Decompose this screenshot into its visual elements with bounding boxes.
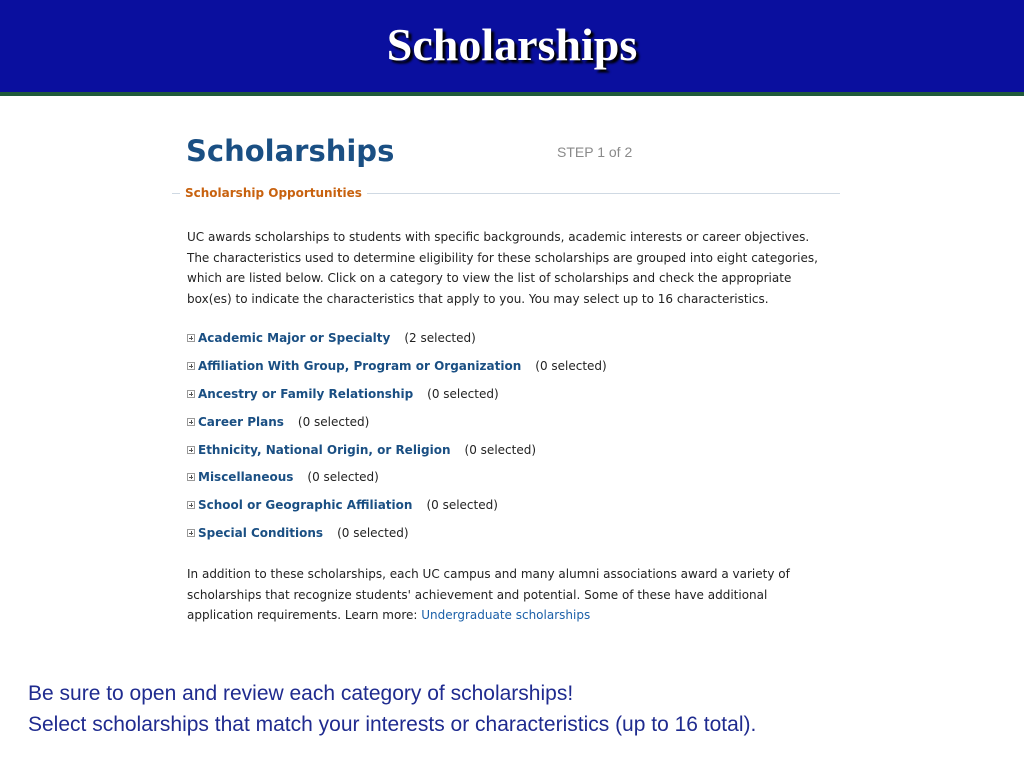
undergraduate-scholarships-link[interactable]: Undergraduate scholarships [421,608,591,623]
expand-plus-icon[interactable] [187,362,195,370]
intro-paragraph [187,227,837,310]
category-link[interactable]: Ancestry or Family Relationship [198,386,414,401]
expand-plus-icon[interactable] [187,446,195,454]
category-item-affiliation[interactable] [187,352,607,380]
intro-line: The characteristics used to determine eligibility for these scholarships are grouped into eight categories, [187,250,818,265]
page-heading: Scholarships [186,134,395,168]
expand-plus-icon[interactable] [187,501,195,509]
info-line: scholarships that recognize students' achievement and potential. Some of these have additional [187,587,768,602]
learn-more-text: application requirements. Learn more: [187,608,422,623]
additional-info-paragraph [187,564,837,626]
category-item-school-geographic[interactable] [187,491,607,519]
category-item-ancestry[interactable] [187,380,607,408]
category-link[interactable]: Special Conditions [198,526,324,541]
category-list [187,324,607,547]
category-link[interactable]: Miscellaneous [198,470,294,485]
category-item-career-plans[interactable] [187,408,607,436]
category-selected-count: (0 selected) [426,498,498,513]
slide-title: Scholarships [386,19,638,70]
expand-plus-icon[interactable] [187,473,195,481]
category-item-ethnicity[interactable] [187,436,607,464]
category-selected-count: (2 selected) [404,330,476,345]
expand-plus-icon[interactable] [187,529,195,537]
category-link[interactable]: School or Geographic Affiliation [198,498,413,513]
category-link[interactable]: Ethnicity, National Origin, or Religion [198,442,451,457]
category-link[interactable]: Academic Major or Specialty [198,330,391,345]
step-indicator: STEP 1 of 2 [557,144,633,160]
expand-plus-icon[interactable] [187,390,195,398]
expand-plus-icon[interactable] [187,418,195,426]
category-selected-count: (0 selected) [307,470,379,485]
info-line-last [187,605,837,626]
scholarships-page-screenshot [172,120,842,640]
intro-line: which are listed below. Click on a category to view the list of scholarships and check the appropriate [187,271,792,286]
category-item-academic-major[interactable] [187,324,607,352]
category-selected-count: (0 selected) [427,386,499,401]
slide-caption [28,678,756,740]
section-label: Scholarship Opportunities [180,186,367,200]
category-selected-count: (0 selected) [337,526,409,541]
caption-line: Be sure to open and review each category of scholarships! [28,682,574,705]
title-banner [0,0,1024,96]
info-line: In addition to these scholarships, each UC campus and many alumni associations award a variety of [187,567,790,581]
category-link[interactable]: Affiliation With Group, Program or Organization [198,358,522,373]
category-selected-count: (0 selected) [297,414,370,429]
category-selected-count: (0 selected) [535,358,607,373]
category-selected-count: (0 selected) [464,442,537,457]
intro-line: UC awards scholarships to students with specific backgrounds, academic interests or career objectives. [187,230,810,244]
expand-plus-icon[interactable] [187,334,195,342]
caption-line: Select scholarships that match your interests or characteristics (up to 16 total). [28,713,757,736]
category-item-special-conditions[interactable] [187,519,607,547]
intro-line: box(es) to indicate the characteristics that apply to you. You may select up to 16 characteristics. [187,292,769,307]
category-item-miscellaneous[interactable] [187,463,607,491]
category-link[interactable]: Career Plans [198,414,284,429]
